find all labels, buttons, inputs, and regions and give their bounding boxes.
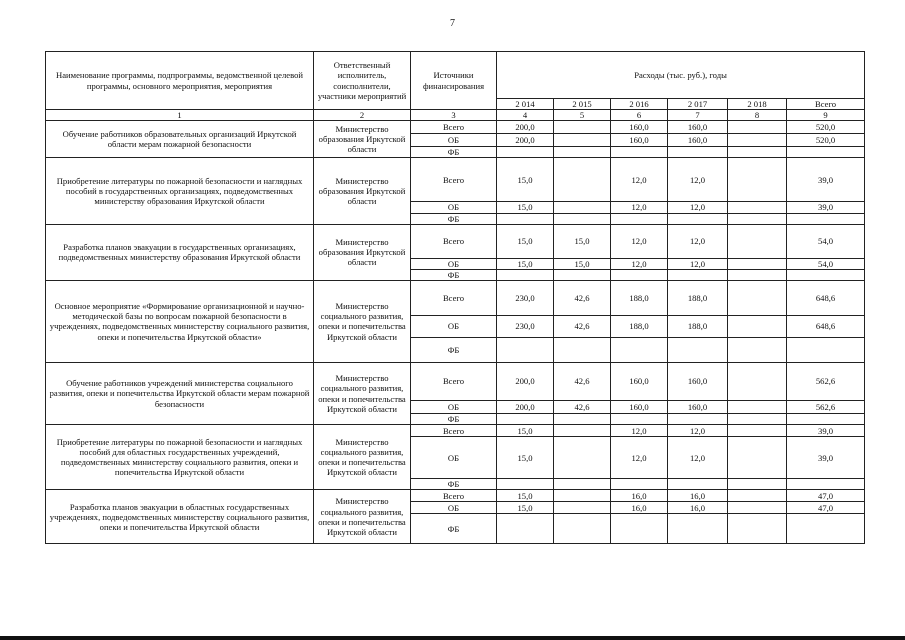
amount-cell	[497, 337, 554, 362]
amount-cell	[611, 413, 668, 424]
program-executor: Министерство социального развития, опеки и попечительства Иркутской области	[314, 490, 411, 544]
amount-cell: 188,0	[668, 315, 728, 337]
funding-source: Всего	[411, 121, 497, 134]
column-number: 1	[46, 110, 314, 121]
table-row	[46, 362, 865, 400]
amount-cell: 15,0	[497, 437, 554, 479]
amount-cell	[728, 121, 787, 134]
scan-edge	[0, 636, 905, 640]
amount-cell: 42,6	[554, 315, 611, 337]
amount-cell	[554, 479, 611, 490]
funding-source: ОБ	[411, 258, 497, 269]
funding-source: Всего	[411, 280, 497, 315]
amount-cell: 160,0	[611, 362, 668, 400]
amount-cell	[728, 479, 787, 490]
funding-source: ОБ	[411, 437, 497, 479]
amount-cell: 12,0	[611, 425, 668, 437]
program-name: Разработка планов эвакуации в областных государственных учреждениях, подведомственных министерству социального развития, опеки и попечительства Иркутской области	[46, 490, 314, 544]
amount-total	[787, 269, 865, 280]
funding-source: Всего	[411, 490, 497, 502]
amount-total: 520,0	[787, 121, 865, 134]
amount-cell: 200,0	[497, 121, 554, 134]
amount-cell	[668, 337, 728, 362]
amount-cell	[611, 269, 668, 280]
header-source: Источники финансирования	[411, 52, 497, 110]
program-executor: Министерство образования Иркутской области	[314, 121, 411, 158]
amount-total: 47,0	[787, 502, 865, 514]
amount-total: 54,0	[787, 258, 865, 269]
amount-cell: 15,0	[554, 258, 611, 269]
amount-total: 39,0	[787, 437, 865, 479]
amount-cell: 12,0	[611, 158, 668, 202]
amount-cell	[554, 514, 611, 544]
amount-cell: 12,0	[668, 158, 728, 202]
amount-cell	[611, 213, 668, 224]
amount-cell: 230,0	[497, 315, 554, 337]
amount-cell	[668, 269, 728, 280]
amount-cell	[668, 413, 728, 424]
amount-cell	[728, 280, 787, 315]
header-expenses: Расходы (тыс. руб.), годы	[497, 52, 865, 99]
amount-cell	[728, 437, 787, 479]
amount-cell: 15,0	[497, 158, 554, 202]
amount-cell	[728, 362, 787, 400]
amount-cell	[728, 425, 787, 437]
amount-total	[787, 337, 865, 362]
amount-cell: 160,0	[668, 400, 728, 413]
amount-cell: 12,0	[668, 202, 728, 213]
program-name: Приобретение литературы по пожарной безопасности и наглядных пособий в государственных организациях, подведомственных министерству образования Иркутской области	[46, 158, 314, 224]
program-name: Приобретение литературы по пожарной безопасности и наглядных пособий для областных государственных учреждений, подведомственных министерству социального развития, опеки и попечительства Иркутской области	[46, 425, 314, 490]
amount-cell	[728, 490, 787, 502]
amount-cell: 200,0	[497, 400, 554, 413]
program-name: Обучение работников образовательных организаций Иркутской области мерам пожарной безопасности	[46, 121, 314, 158]
funding-source: ФБ	[411, 337, 497, 362]
amount-cell	[554, 158, 611, 202]
amount-cell: 42,6	[554, 280, 611, 315]
column-number: 2	[314, 110, 411, 121]
amount-cell	[668, 514, 728, 544]
amount-cell: 12,0	[611, 224, 668, 258]
amount-cell: 15,0	[497, 502, 554, 514]
amount-total: 47,0	[787, 490, 865, 502]
amount-total: 39,0	[787, 202, 865, 213]
amount-cell	[554, 337, 611, 362]
amount-total	[787, 514, 865, 544]
amount-cell	[611, 514, 668, 544]
funding-source: ОБ	[411, 502, 497, 514]
amount-cell: 200,0	[497, 134, 554, 147]
amount-cell	[554, 269, 611, 280]
amount-cell: 15,0	[554, 224, 611, 258]
amount-cell	[728, 258, 787, 269]
amount-cell	[497, 147, 554, 158]
amount-cell: 15,0	[497, 202, 554, 213]
amount-cell: 230,0	[497, 280, 554, 315]
amount-cell	[611, 479, 668, 490]
amount-cell: 15,0	[497, 224, 554, 258]
column-number: 9	[787, 110, 865, 121]
program-executor: Министерство социального развития, опеки и попечительства Иркутской области	[314, 280, 411, 362]
funding-source: Всего	[411, 362, 497, 400]
amount-cell: 42,6	[554, 362, 611, 400]
amount-cell	[611, 337, 668, 362]
amount-cell: 160,0	[668, 121, 728, 134]
column-number: 4	[497, 110, 554, 121]
table-row	[46, 490, 865, 502]
header-year: 2 016	[611, 99, 668, 110]
amount-cell	[728, 213, 787, 224]
header-year: 2 017	[668, 99, 728, 110]
amount-total	[787, 413, 865, 424]
header-year: 2 015	[554, 99, 611, 110]
amount-cell	[611, 147, 668, 158]
amount-cell: 160,0	[668, 362, 728, 400]
amount-cell	[497, 213, 554, 224]
column-number: 5	[554, 110, 611, 121]
amount-cell: 15,0	[497, 258, 554, 269]
amount-cell	[668, 213, 728, 224]
header-executor: Ответственный исполнитель, соисполнители, участники мероприятий	[314, 52, 411, 110]
amount-cell	[554, 425, 611, 437]
amount-cell	[728, 202, 787, 213]
column-number: 3	[411, 110, 497, 121]
column-number: 8	[728, 110, 787, 121]
amount-cell	[728, 269, 787, 280]
header-name: Наименование программы, подпрограммы, ведомственной целевой программы, основного мероприятия, мероприятия	[46, 52, 314, 110]
funding-source: ФБ	[411, 147, 497, 158]
amount-cell	[728, 158, 787, 202]
amount-cell: 160,0	[611, 134, 668, 147]
amount-cell: 16,0	[668, 490, 728, 502]
amount-cell: 12,0	[611, 202, 668, 213]
amount-cell	[554, 437, 611, 479]
amount-cell	[728, 224, 787, 258]
amount-cell: 12,0	[611, 437, 668, 479]
amount-cell: 12,0	[611, 258, 668, 269]
amount-cell: 16,0	[668, 502, 728, 514]
funding-source: ОБ	[411, 315, 497, 337]
amount-cell	[554, 147, 611, 158]
amount-total: 562,6	[787, 400, 865, 413]
budget-table	[45, 51, 865, 544]
amount-cell: 188,0	[668, 280, 728, 315]
program-executor: Министерство образования Иркутской области	[314, 224, 411, 280]
amount-cell: 160,0	[611, 121, 668, 134]
column-number: 6	[611, 110, 668, 121]
amount-cell: 42,6	[554, 400, 611, 413]
amount-total: 39,0	[787, 158, 865, 202]
page-number: 7	[450, 18, 455, 29]
amount-cell	[497, 269, 554, 280]
table-row	[46, 224, 865, 258]
amount-cell: 160,0	[668, 134, 728, 147]
program-executor: Министерство образования Иркутской области	[314, 158, 411, 224]
program-name: Разработка планов эвакуации в государственных организациях, подведомственных министерству образования Иркутской области	[46, 224, 314, 280]
funding-source: Всего	[411, 224, 497, 258]
amount-cell: 15,0	[497, 490, 554, 502]
funding-source: ФБ	[411, 413, 497, 424]
amount-total	[787, 147, 865, 158]
program-executor: Министерство социального развития, опеки и попечительства Иркутской области	[314, 425, 411, 490]
table-body	[46, 121, 865, 544]
amount-cell	[554, 202, 611, 213]
funding-source: ОБ	[411, 134, 497, 147]
program-name: Обучение работников учреждений министерства социального развития, опеки и попечительства Иркутской области мерам пожарной безопасности	[46, 362, 314, 424]
amount-cell	[554, 502, 611, 514]
amount-cell	[728, 502, 787, 514]
amount-cell	[728, 400, 787, 413]
amount-total: 54,0	[787, 224, 865, 258]
amount-total: 520,0	[787, 134, 865, 147]
amount-cell	[728, 134, 787, 147]
amount-cell	[497, 514, 554, 544]
table-head	[46, 52, 865, 121]
table-row	[46, 121, 865, 134]
amount-cell	[728, 147, 787, 158]
funding-source: ФБ	[411, 514, 497, 544]
amount-cell: 188,0	[611, 280, 668, 315]
amount-cell	[554, 213, 611, 224]
funding-source: ОБ	[411, 202, 497, 213]
amount-cell: 16,0	[611, 490, 668, 502]
amount-total: 39,0	[787, 425, 865, 437]
amount-cell	[497, 413, 554, 424]
program-name: Основное мероприятие «Формирование организационной и научно-методической базы по вопросам пожарной безопасности в учреждениях, подведомственных министерству социального развития, опеки и попечительства Иркутской области»	[46, 280, 314, 362]
table-row	[46, 425, 865, 437]
amount-cell: 12,0	[668, 425, 728, 437]
amount-cell: 160,0	[611, 400, 668, 413]
table-row	[46, 280, 865, 315]
amount-cell: 16,0	[611, 502, 668, 514]
amount-total: 562,6	[787, 362, 865, 400]
amount-cell	[497, 479, 554, 490]
amount-cell	[728, 514, 787, 544]
amount-cell	[554, 121, 611, 134]
amount-cell: 12,0	[668, 224, 728, 258]
amount-cell	[668, 479, 728, 490]
amount-total: 648,6	[787, 280, 865, 315]
amount-total	[787, 479, 865, 490]
amount-cell	[728, 337, 787, 362]
amount-cell: 188,0	[611, 315, 668, 337]
program-executor: Министерство социального развития, опеки и попечительства Иркутской области	[314, 362, 411, 424]
header-year: 2 014	[497, 99, 554, 110]
funding-source: Всего	[411, 158, 497, 202]
header-year: 2 018	[728, 99, 787, 110]
amount-cell: 15,0	[497, 425, 554, 437]
table-row	[46, 158, 865, 202]
funding-source: ФБ	[411, 479, 497, 490]
amount-cell	[728, 315, 787, 337]
funding-source: Всего	[411, 425, 497, 437]
column-number: 7	[668, 110, 728, 121]
amount-cell: 12,0	[668, 258, 728, 269]
amount-cell	[554, 134, 611, 147]
amount-cell	[668, 147, 728, 158]
amount-cell: 12,0	[668, 437, 728, 479]
funding-source: ФБ	[411, 269, 497, 280]
amount-cell	[554, 490, 611, 502]
header-total: Всего	[787, 99, 865, 110]
funding-source: ОБ	[411, 400, 497, 413]
amount-total: 648,6	[787, 315, 865, 337]
amount-total	[787, 213, 865, 224]
amount-cell: 200,0	[497, 362, 554, 400]
funding-source: ФБ	[411, 213, 497, 224]
amount-cell	[554, 413, 611, 424]
amount-cell	[728, 413, 787, 424]
